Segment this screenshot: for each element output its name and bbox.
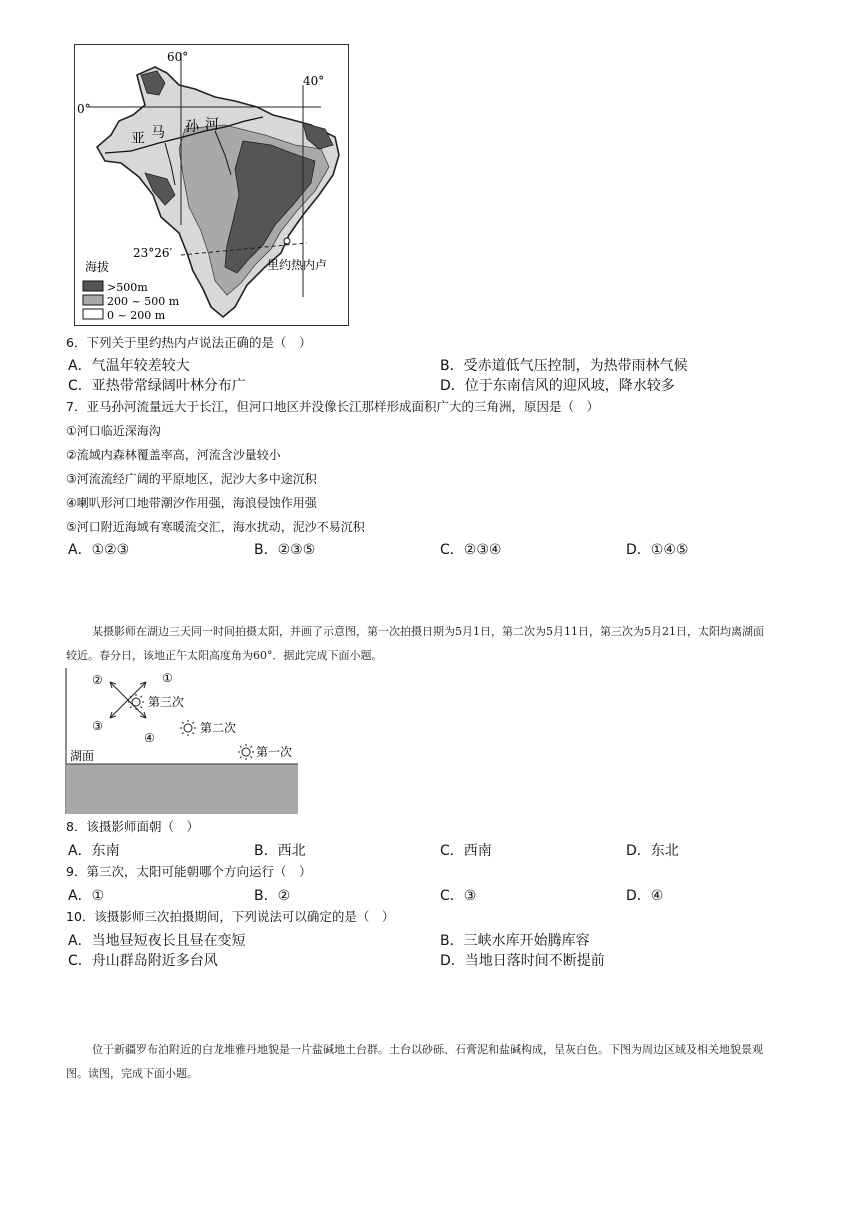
option-text: 西北 <box>277 843 306 859</box>
q10-option-c[interactable] <box>68 952 218 970</box>
q8-option-a[interactable] <box>68 842 120 860</box>
q9-option-a[interactable] <box>68 887 104 905</box>
q9-option-b[interactable] <box>254 887 290 905</box>
q10-option-a[interactable] <box>68 932 246 950</box>
q7-option-b[interactable] <box>254 541 315 559</box>
q9-stem: 9．第三次，太阳可能朝哪个方向运行（ ） <box>66 864 312 879</box>
option-text: 气温年较差较大 <box>91 358 190 374</box>
legend-swatch-low <box>83 309 103 319</box>
legend-label-mid: 200 ~ 500 m <box>107 295 180 308</box>
q7-option-c[interactable] <box>440 541 501 559</box>
legend-title: 海拔 <box>85 260 110 274</box>
option-letter: B． <box>440 358 464 374</box>
option-letter: D． <box>440 953 465 969</box>
q7-option-d[interactable] <box>626 541 688 559</box>
legend-swatch-high <box>83 281 103 291</box>
legend-label-high: >500m <box>107 281 148 294</box>
option-letter: B． <box>254 542 278 558</box>
option-text: 三峡水库开始腾库容 <box>463 933 590 949</box>
q7-item-4: ④喇叭形河口地带潮汐作用强，海浪侵蚀作用强 <box>66 496 317 510</box>
q7-item-3: ③河流流经广阔的平原地区，泥沙大多中途沉积 <box>66 472 317 486</box>
option-text: 东北 <box>650 843 679 859</box>
option-text: ③ <box>463 888 477 904</box>
q9-option-c[interactable] <box>440 887 476 905</box>
q6-stem: 6．下列关于里约热内卢说法正确的是（ ） <box>66 335 312 350</box>
q6-option-d[interactable] <box>440 377 675 395</box>
legend-swatch-mid <box>83 295 103 305</box>
option-text: ① <box>91 888 105 904</box>
option-text: ①②③ <box>91 542 130 558</box>
option-text: 亚热带常绿阔叶林分布广 <box>91 378 246 394</box>
passage1-line1: 某摄影师在湖边三天同一时间拍摄太阳，并画了示意图，第一次拍摄日期为5月1日，第二次为5月11日，第三次为5月21日，太阳均离湖面 <box>92 625 764 638</box>
option-letter: A． <box>68 358 92 374</box>
q10-option-d[interactable] <box>440 952 605 970</box>
lat-0-label: 0° <box>77 102 91 116</box>
option-letter: C． <box>440 888 464 904</box>
sun-diagram <box>64 668 300 816</box>
option-text: 位于东南信风的迎风坡，降水较多 <box>464 378 675 394</box>
river-char-1: 亚 <box>131 131 145 147</box>
q6-option-c[interactable] <box>68 377 246 395</box>
passage1-line2: 较近。春分日，该地正午太阳高度角为60°．据此完成下面小题。 <box>66 649 383 662</box>
tropic-label: 23°26′ <box>133 246 173 260</box>
river-char-2: 马 <box>151 125 165 141</box>
q8-option-c[interactable] <box>440 842 492 860</box>
option-letter: D． <box>440 378 465 394</box>
q7-stem: 7．亚马孙河流量远大于长江，但河口地区并没像长江那样形成面积广大的三角洲，原因是（ ） <box>66 399 599 414</box>
direction-4-label: ④ <box>144 731 155 745</box>
option-letter: D． <box>626 888 651 904</box>
q7-item-2: ②流域内森林覆盖率高，河流含沙量较小 <box>66 448 281 462</box>
option-letter: C． <box>68 953 92 969</box>
q9-option-d[interactable] <box>626 887 663 905</box>
option-text: ①④⑤ <box>650 542 689 558</box>
option-text: 当地昼短夜长且昼在变短 <box>91 933 246 949</box>
option-text: 受赤道低气压控制，为热带雨林气候 <box>463 358 688 374</box>
option-letter: C． <box>440 843 464 859</box>
option-text: ②③⑤ <box>277 542 316 558</box>
option-text: ②③④ <box>463 542 502 558</box>
option-text: 舟山群岛附近多台风 <box>91 953 218 969</box>
passage2-line2: 图。读图，完成下面小题。 <box>66 1067 198 1080</box>
q7-option-a[interactable] <box>68 541 129 559</box>
option-letter: C． <box>68 378 92 394</box>
passage2-line1: 位于新疆罗布泊附近的白龙堆雅丹地貌是一片盐碱地土台群。土台以砂砾、石膏泥和盐碱构成，呈灰白色。下图为周边区域及相关地貌景观 <box>92 1043 763 1056</box>
city-label: 里约热内卢 <box>267 258 328 272</box>
direction-3-label: ③ <box>92 719 103 733</box>
q7-item-1: ①河口临近深海沟 <box>66 424 161 438</box>
sun-position-figure <box>64 668 300 816</box>
q8-stem: 8．该摄影师面朝（ ） <box>66 819 199 834</box>
q8-option-b[interactable] <box>254 842 306 860</box>
option-letter: B． <box>440 933 464 949</box>
lon-60-label: 60° <box>167 50 189 64</box>
brazil-map-figure <box>74 44 349 326</box>
river-char-3: 孙 <box>185 119 199 135</box>
option-letter: D． <box>626 843 651 859</box>
third-shot-label: 第三次 <box>148 695 185 709</box>
q10-stem: 10．该摄影师三次拍摄期间，下列说法可以确定的是（ ） <box>66 909 395 924</box>
brazil-map <box>75 45 348 325</box>
river-char-4: 河 <box>205 117 219 133</box>
option-letter: A． <box>68 542 92 558</box>
option-letter: A． <box>68 933 92 949</box>
option-text: 西南 <box>463 843 492 859</box>
lon-40-label: 40° <box>303 74 325 88</box>
legend-label-low: 0 ~ 200 m <box>107 309 166 322</box>
option-letter: D． <box>626 542 651 558</box>
option-text: 东南 <box>91 843 120 859</box>
option-text: ② <box>277 888 291 904</box>
option-letter: A． <box>68 888 92 904</box>
direction-2-label: ② <box>92 673 103 687</box>
option-text: 当地日落时间不断提前 <box>464 953 605 969</box>
second-shot-label: 第二次 <box>200 721 237 735</box>
q6-option-a[interactable] <box>68 357 190 375</box>
q7-item-5: ⑤河口附近海域有寒暖流交汇，海水扰动，泥沙不易沉积 <box>66 520 365 534</box>
lake-label: 湖面 <box>70 749 95 763</box>
q10-option-b[interactable] <box>440 932 590 950</box>
lake-surface <box>66 764 298 814</box>
option-letter: C． <box>440 542 464 558</box>
q8-option-d[interactable] <box>626 842 679 860</box>
option-text: ④ <box>650 888 664 904</box>
option-letter: B． <box>254 843 278 859</box>
direction-1-label: ① <box>162 671 173 685</box>
q6-option-b[interactable] <box>440 357 688 375</box>
option-letter: B． <box>254 888 278 904</box>
option-letter: A． <box>68 843 92 859</box>
first-shot-label: 第一次 <box>256 745 293 759</box>
